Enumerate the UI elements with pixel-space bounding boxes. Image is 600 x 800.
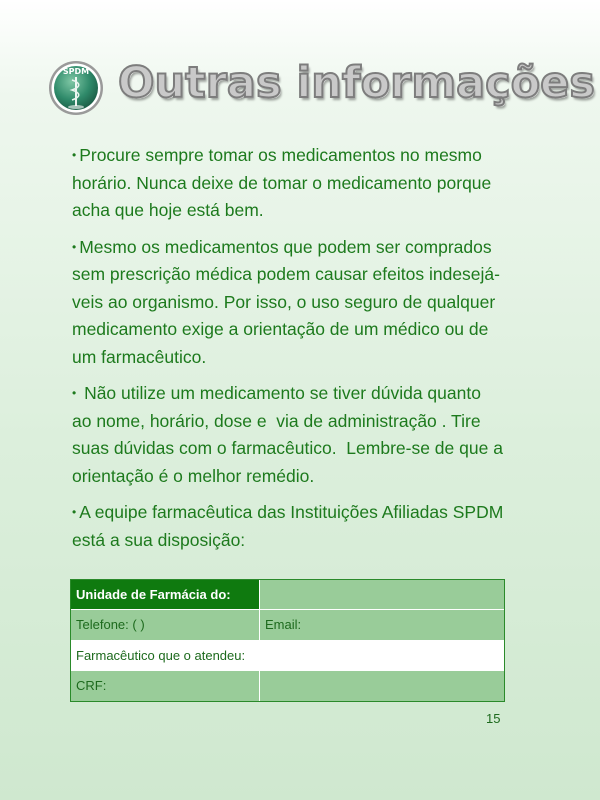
- spdm-logo: [48, 60, 104, 116]
- line-text: suas dúvidas com o farmacêutico. Lembre-se de que a: [72, 438, 503, 458]
- pharmacy-info-table: [70, 579, 505, 702]
- paragraph-line: [72, 463, 512, 491]
- paragraph-line: [72, 316, 512, 344]
- paragraph: [72, 142, 512, 225]
- line-text: orientação é o melhor remédio.: [72, 465, 315, 486]
- paragraph-line: [72, 499, 512, 527]
- line-text: medicamento exige a orientação de um médico ou de: [72, 319, 489, 339]
- svg-text:SPDM: SPDM: [62, 67, 90, 76]
- paragraph: [72, 234, 512, 372]
- paragraph-line: [72, 380, 512, 408]
- line-text: sem prescrição médica podem causar efeitos indesejá-: [72, 264, 500, 284]
- line-text: Mesmo os medicamentos que podem ser comprados: [79, 236, 492, 257]
- email-label: Email:: [259, 610, 504, 639]
- bullet-icon: •: [72, 239, 77, 254]
- page-title: Outras informações: [118, 58, 595, 108]
- paragraph-line: [72, 170, 512, 198]
- page-header: [48, 58, 595, 120]
- paragraph-line: [72, 234, 512, 262]
- bullet-icon: •: [72, 505, 77, 519]
- paragraph-line: [72, 527, 512, 555]
- paragraph: [72, 380, 512, 490]
- line-text: ao nome, horário, dose e via de administração . Tire: [72, 410, 481, 431]
- paragraph: [72, 499, 512, 554]
- table-row-farmaceutico: [71, 641, 504, 671]
- info-text: [72, 142, 512, 563]
- line-text: um farmacêutico.: [72, 346, 207, 367]
- line-text: A equipe farmacêutica das Instituições Afiliadas SPDM: [79, 502, 504, 522]
- unidade-label: Unidade de Farmácia do:: [71, 580, 259, 609]
- line-text: acha que hoje está bem.: [72, 200, 264, 220]
- farmaceutico-label: Farmacêutico que o atendeu:: [76, 647, 246, 663]
- bullet-icon: •: [72, 148, 77, 162]
- paragraph-line: [72, 344, 512, 372]
- crf-label: CRF:: [71, 671, 259, 701]
- line-text: Procure sempre tomar os medicamentos no mesmo: [79, 145, 482, 165]
- paragraph-line: [72, 142, 512, 170]
- unidade-value-field: [259, 580, 504, 609]
- paragraph-line: [72, 197, 512, 225]
- crf-value-field: [259, 671, 504, 701]
- page-number: 15: [486, 711, 501, 726]
- paragraph-line: [72, 408, 512, 436]
- table-row-crf: [71, 671, 504, 701]
- telefone-label: Telefone: ( ): [71, 610, 259, 639]
- paragraph-line: [72, 289, 512, 317]
- line-text: está a sua disposição:: [72, 529, 246, 550]
- paragraph-line: [72, 435, 512, 463]
- line-text: veis ao organismo. Por isso, o uso seguro de qualquer: [72, 291, 496, 312]
- paragraph-line: [72, 261, 512, 289]
- bullet-icon: •: [72, 386, 77, 400]
- line-text: Não utilize um medicamento se tiver dúvida quanto: [79, 383, 481, 403]
- table-row-telefone: [71, 610, 504, 640]
- line-text: horário. Nunca deixe de tomar o medicamento porque: [72, 172, 492, 193]
- table-row-unidade: [71, 580, 504, 610]
